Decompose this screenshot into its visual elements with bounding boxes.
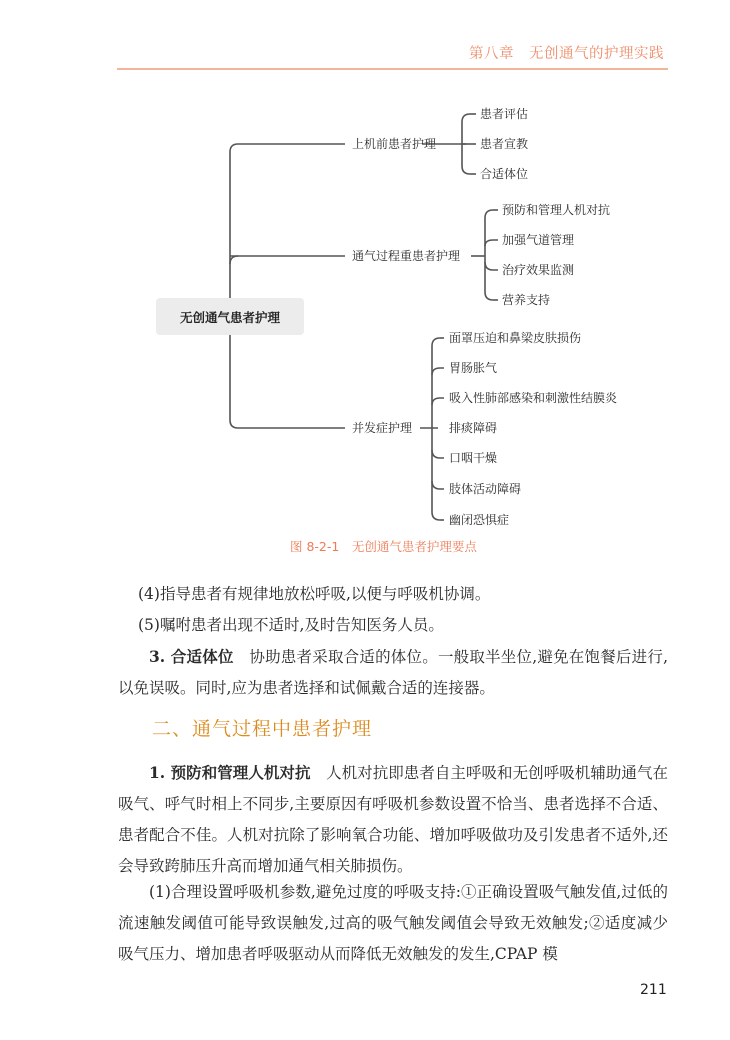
- paragraph-item-5: [138, 610, 668, 641]
- leaf-node: 肢体活动障碍: [449, 482, 522, 496]
- leaf-node: 患者评估: [480, 107, 529, 121]
- figure-caption: 图 8-2-1 无创通气患者护理要点: [290, 539, 477, 554]
- branch-node-pre-ventilation: 上机前患者护理: [352, 137, 437, 151]
- section-heading: 二、通气过程中患者护理: [152, 718, 373, 740]
- leaf-node: 口咽干燥: [449, 451, 498, 465]
- leaf-node: 幽闭恐惧症: [449, 513, 510, 527]
- paragraph-item-3: [118, 641, 668, 704]
- paragraph-item-4: [138, 579, 668, 610]
- leaf-node: 治疗效果监测: [502, 263, 575, 277]
- item-text: 协助患者采取合适的体位。一般取半坐位,避免在饱餐后进行,以免误吸。同时,应为患者选择和试佩戴合适的连接器。: [118, 648, 669, 697]
- running-header: 第八章 无创通气的护理实践: [469, 46, 664, 62]
- leaf-node: 合适体位: [480, 167, 529, 181]
- item-text: 人机对抗即患者自主呼吸和无创呼吸机辅助通气在吸气、呼气时相上不同步,主要原因有呼吸机参数设置不恰当、患者选择不合适、患者配合不佳。人机对抗除了影响氧合功能、增加呼吸做功及引发患者不适外,还会导致跨肺压升高而增加通气相关肺损伤。: [118, 764, 668, 875]
- leaf-node: 加强气道管理: [502, 233, 575, 247]
- leaf-node: 吸入性肺部感染和刺激性结膜炎: [449, 391, 618, 405]
- leaf-node: 面罩压迫和鼻梁皮肤损伤: [449, 331, 582, 345]
- item-label: 3. 合适体位: [149, 647, 234, 666]
- branch-node-complications: 并发症护理: [352, 421, 413, 435]
- paragraph-sub-1: [118, 877, 668, 970]
- root-node: 无创通气患者护理: [156, 298, 304, 335]
- paragraph-item-1: [118, 757, 668, 882]
- paragraph-text: (4)指导患者有规律地放松呼吸,以便与呼吸机协调。: [138, 585, 491, 603]
- paragraph-text: (5)嘱咐患者出现不适时,及时告知医务人员。: [138, 616, 444, 634]
- leaf-node: 排痰障碍: [449, 421, 498, 435]
- item-label: 1. 预防和管理人机对抗: [149, 763, 311, 782]
- paragraph-text: (1)合理设置呼吸机参数,避免过度的呼吸支持:①正确设置吸气触发值,过低的流速触发阈值可能导致误触发,过高的吸气触发阈值会导致无效触发;②适度减少吸气压力、增加患者呼吸驱动从而降低无效触发的发生,CPAP 模: [118, 883, 668, 963]
- branch-node-during-ventilation: 通气过程重患者护理: [352, 249, 461, 263]
- leaf-node: 胃肠胀气: [449, 361, 498, 375]
- leaf-node: 营养支持: [502, 293, 551, 307]
- leaf-node: 预防和管理人机对抗: [502, 203, 611, 217]
- page-number: 211: [640, 982, 667, 998]
- leaf-node: 患者宣教: [480, 137, 529, 151]
